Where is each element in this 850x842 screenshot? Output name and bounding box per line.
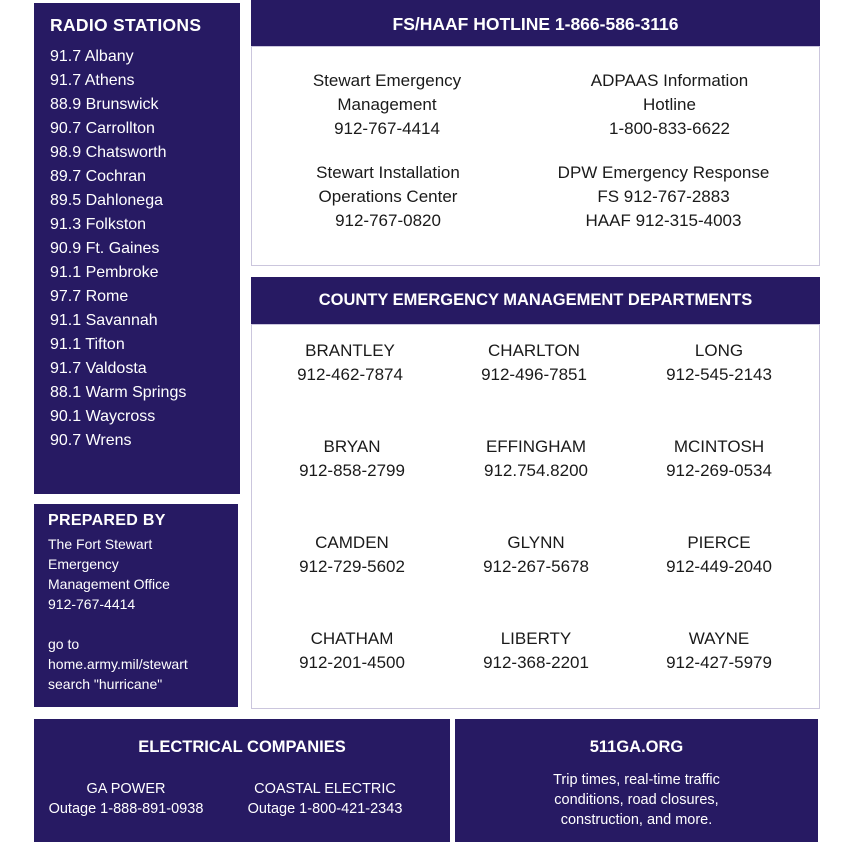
county-phone: 912.754.8200 (484, 461, 588, 480)
county-phone: 912-449-2040 (666, 557, 772, 576)
utility-coastal-electric (236, 779, 414, 819)
county-mcintosh (629, 435, 809, 483)
county-charlton (444, 339, 624, 387)
contact-phone: HAAF 912-315-4003 (585, 211, 742, 230)
county-name: EFFINGHAM (485, 437, 587, 456)
county-phone: 912-368-2201 (483, 653, 589, 672)
prepared-by-title: PREPARED BY (48, 512, 166, 529)
list-item: 88.1 Warm Springs (50, 384, 187, 401)
list-item: 91.1 Tifton (50, 336, 125, 353)
county-phone: 912-496-7851 (481, 365, 587, 384)
contact-name: Management (337, 95, 437, 114)
county-phone: 912-729-5602 (299, 557, 405, 576)
utility-outage-phone: Outage 1-800-421-2343 (247, 801, 403, 817)
list-item: 91.1 Pembroke (50, 264, 159, 281)
county-phone: 912-201-4500 (299, 653, 405, 672)
utility-outage-phone: Outage 1-888-891-0938 (48, 801, 204, 817)
utility-ga-power (38, 779, 214, 819)
list-item: 90.9 Ft. Gaines (50, 240, 160, 257)
contact-name: Stewart Installation (316, 163, 460, 182)
contact-adpaas (562, 69, 777, 141)
radio-station-list (50, 45, 240, 453)
list-item: 91.3 Folkston (50, 216, 147, 233)
county-brantley (260, 339, 440, 387)
county-wayne (629, 627, 809, 675)
contact-installation-ops (292, 161, 484, 233)
contact-phone: 1-800-833-6622 (609, 119, 730, 138)
electrical-companies-panel (34, 719, 450, 842)
county-name: PIERCE (687, 533, 751, 552)
prepared-by-line: Management Office (48, 576, 170, 592)
list-item: 90.7 Carrollton (50, 120, 155, 137)
county-name: WAYNE (688, 629, 750, 648)
prepared-by-line: Emergency (48, 556, 119, 572)
website-line: search "hurricane" (48, 676, 163, 692)
contact-name: Hotline (643, 95, 696, 114)
utility-name: COASTAL ELECTRIC (254, 781, 396, 797)
county-name: LONG (694, 341, 744, 360)
ga511-desc-line: conditions, road closures, (554, 792, 719, 808)
list-item: 97.7 Rome (50, 288, 129, 305)
county-name: BRANTLEY (305, 341, 395, 360)
list-item: 90.1 Waycross (50, 408, 156, 425)
prepared-by-phone: 912-767-4414 (48, 596, 136, 612)
utility-name: GA POWER (86, 781, 166, 797)
prepared-by-line: The Fort Stewart (48, 536, 153, 552)
county-name: CAMDEN (315, 533, 389, 552)
county-name: BRYAN (323, 437, 381, 456)
county-liberty (446, 627, 626, 675)
county-name: LIBERTY (500, 629, 572, 648)
county-long (629, 339, 809, 387)
county-name: GLYNN (507, 533, 565, 552)
contact-dpw-emergency (542, 161, 785, 233)
list-item: 90.7 Wrens (50, 432, 132, 449)
hotline-contacts-box (251, 46, 820, 266)
county-effingham (446, 435, 626, 483)
county-phone: 912-462-7874 (297, 365, 403, 384)
county-header: COUNTY EMERGENCY MANAGEMENT DEPARTMENTS (251, 277, 820, 324)
ga511-panel (455, 719, 818, 842)
contact-name: ADPAAS Information (590, 71, 749, 90)
county-pierce (629, 531, 809, 579)
county-departments-box (251, 324, 820, 709)
county-chatham (262, 627, 442, 675)
contact-phone: 912-767-0820 (335, 211, 441, 230)
county-phone: 912-545-2143 (666, 365, 772, 384)
hotline-header: FS/HAAF HOTLINE 1-866-586-3116 (251, 0, 820, 46)
ga511-title: 511GA.ORG (589, 738, 684, 756)
prepared-by-panel (34, 504, 238, 707)
ga511-desc-line: Trip times, real-time traffic (553, 772, 720, 788)
radio-stations-panel (34, 3, 240, 494)
county-name: MCINTOSH (673, 437, 765, 456)
county-phone: 912-427-5979 (666, 653, 772, 672)
ga511-desc-line: construction, and more. (560, 812, 713, 828)
list-item: 88.9 Brunswick (50, 96, 159, 113)
website-url: home.army.mil/stewart (48, 656, 188, 672)
radio-stations-title: RADIO STATIONS (50, 15, 202, 35)
list-item: 91.1 Savannah (50, 312, 158, 329)
contact-name: DPW Emergency Response (557, 163, 770, 182)
county-phone: 912-858-2799 (299, 461, 405, 480)
list-item: 98.9 Chatsworth (50, 144, 167, 161)
county-name: CHARLTON (488, 341, 580, 360)
contact-phone: 912-767-4414 (334, 119, 440, 138)
electrical-companies-title: ELECTRICAL COMPANIES (138, 738, 346, 756)
contact-name: Operations Center (318, 187, 458, 206)
county-camden (262, 531, 442, 579)
list-item: 91.7 Albany (50, 48, 134, 65)
county-name: CHATHAM (310, 629, 394, 648)
list-item: 89.7 Cochran (50, 168, 147, 185)
county-phone: 912-267-5678 (483, 557, 589, 576)
website-line: go to (48, 636, 80, 652)
county-glynn (446, 531, 626, 579)
contact-stewart-emergency (292, 69, 482, 141)
ga511-description (455, 770, 818, 830)
list-item: 91.7 Athens (50, 72, 135, 89)
county-bryan (262, 435, 442, 483)
list-item: 91.7 Valdosta (50, 360, 147, 377)
contact-name: Stewart Emergency (312, 71, 462, 90)
county-phone: 912-269-0534 (666, 461, 772, 480)
contact-phone: FS 912-767-2883 (597, 187, 730, 206)
list-item: 89.5 Dahlonega (50, 192, 163, 209)
